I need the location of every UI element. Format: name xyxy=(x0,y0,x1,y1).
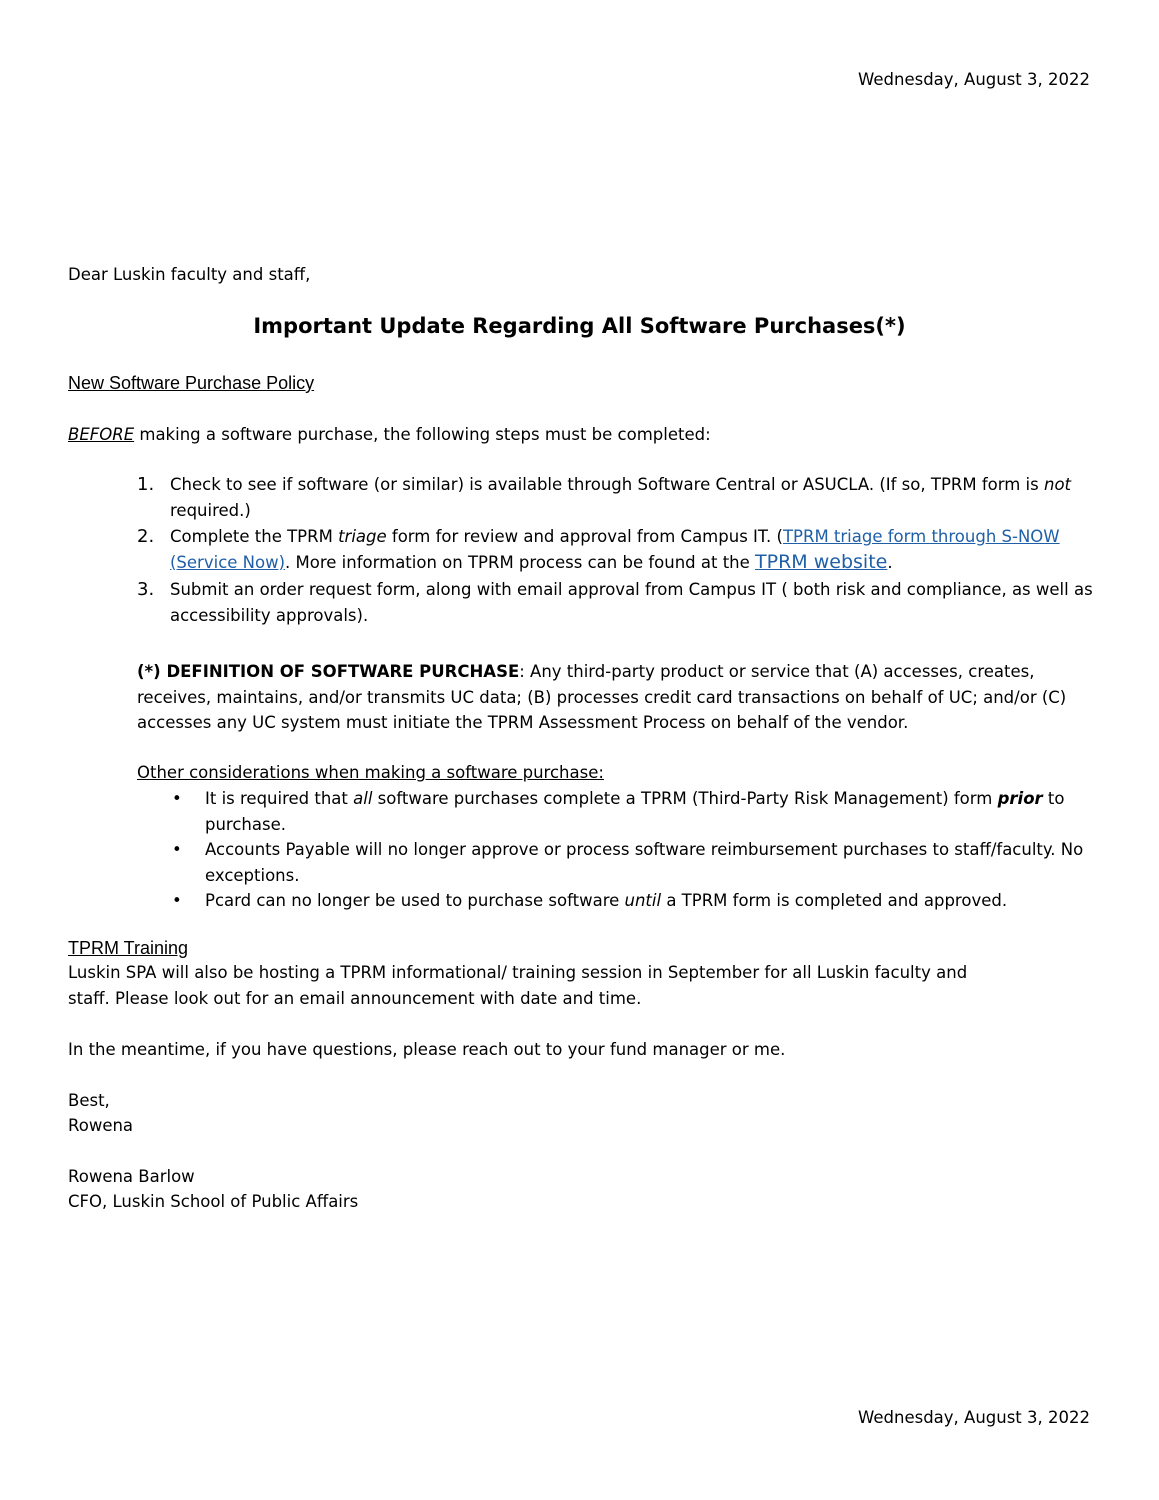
step-text: Check to see if software (or similar) is available through Software Central or ASUCLA. (If so, TPRM form is xyxy=(170,475,1044,494)
document-title: Important Update Regarding All Software Purchases(*) xyxy=(253,314,906,338)
consideration-text: a TPRM form is completed and approved. xyxy=(661,891,1008,910)
policy-heading: New Software Purchase Policy xyxy=(68,373,315,393)
greeting: Dear Luskin faculty and staff, xyxy=(68,265,311,284)
training-heading: TPRM Training xyxy=(68,938,189,958)
steps-list xyxy=(137,472,1097,629)
step-item xyxy=(137,524,1097,575)
step-number: 2. xyxy=(137,526,155,547)
step-text: form for review and approval from Campus IT. ( xyxy=(386,527,783,546)
signature-name: Rowena Barlow xyxy=(68,1167,195,1186)
consideration-text: software purchases complete a TPRM (Third-Party Risk Management) form xyxy=(372,789,998,808)
step-emphasis: triage xyxy=(338,527,387,546)
meantime-text: In the meantime, if you have questions, please reach out to your fund manager or me. xyxy=(68,1040,786,1059)
step-item xyxy=(137,472,1097,523)
consideration-text: to purchase. xyxy=(205,789,1065,834)
consideration-text: Accounts Payable will no longer approve or process software reimbursement purchases to staff/faculty. No exceptions. xyxy=(205,840,1084,885)
consideration-item xyxy=(170,837,1100,888)
bullet-icon: • xyxy=(172,789,182,808)
footer-date: Wednesday, August 3, 2022 xyxy=(858,1408,1090,1427)
consideration-emphasis: all xyxy=(353,789,373,808)
signoff-name: Rowena xyxy=(68,1116,134,1135)
definition-label: (*) DEFINITION OF SOFTWARE PURCHASE xyxy=(137,662,520,681)
training-text: Luskin SPA will also be hosting a TPRM informational/ training session in September for all Luskin faculty and staff. Please look out for an email announcement with date and time. xyxy=(68,963,968,1008)
considerations-list xyxy=(170,786,1100,914)
consideration-text: It is required that xyxy=(205,789,354,808)
considerations-heading: Other considerations when making a software purchase: xyxy=(137,763,604,782)
definition-text: : Any third-party product or service that (A) accesses, creates, receives, maintains, and/or transmits UC data; (B) processes credit card transactions on behalf of UC; and/or (C) accesses any UC system must initiate the TPRM Assessment Process on behalf of the vendor. xyxy=(137,662,1067,732)
consideration-strong: prior xyxy=(997,789,1043,808)
signature-title: CFO, Luskin School of Public Affairs xyxy=(68,1192,359,1211)
definition-paragraph xyxy=(137,659,1097,736)
step-number: 1. xyxy=(137,474,155,495)
step-text: . xyxy=(887,552,893,572)
before-emphasis: BEFORE xyxy=(68,425,135,444)
consideration-item xyxy=(170,786,1100,837)
bullet-icon: • xyxy=(172,840,182,859)
step-text: required.) xyxy=(170,500,251,520)
step-text: . More information on TPRM process can be found at the xyxy=(285,552,756,572)
policy-intro-text: making a software purchase, the following steps must be completed: xyxy=(134,425,711,444)
step-emphasis: not xyxy=(1043,475,1072,494)
policy-intro xyxy=(68,422,711,448)
tprm-website-link[interactable]: TPRM website xyxy=(755,550,888,573)
bullet-icon: • xyxy=(172,891,182,910)
step-item xyxy=(137,577,1097,628)
step-number: 3. xyxy=(137,579,155,600)
header-date: Wednesday, August 3, 2022 xyxy=(858,70,1090,89)
consideration-item xyxy=(170,888,1100,914)
consideration-emphasis: until xyxy=(624,891,662,910)
step-text: Submit an order request form, along with email approval from Campus IT ( both risk and compliance, as well as accessibility approvals). xyxy=(170,580,1093,625)
tprm-triage-form-link[interactable]: TPRM triage form through S-NOW (Service Now) xyxy=(170,527,1060,572)
step-text: Complete the TPRM xyxy=(170,527,339,546)
signoff: Best, xyxy=(68,1091,110,1110)
consideration-text: Pcard can no longer be used to purchase software xyxy=(205,891,625,910)
